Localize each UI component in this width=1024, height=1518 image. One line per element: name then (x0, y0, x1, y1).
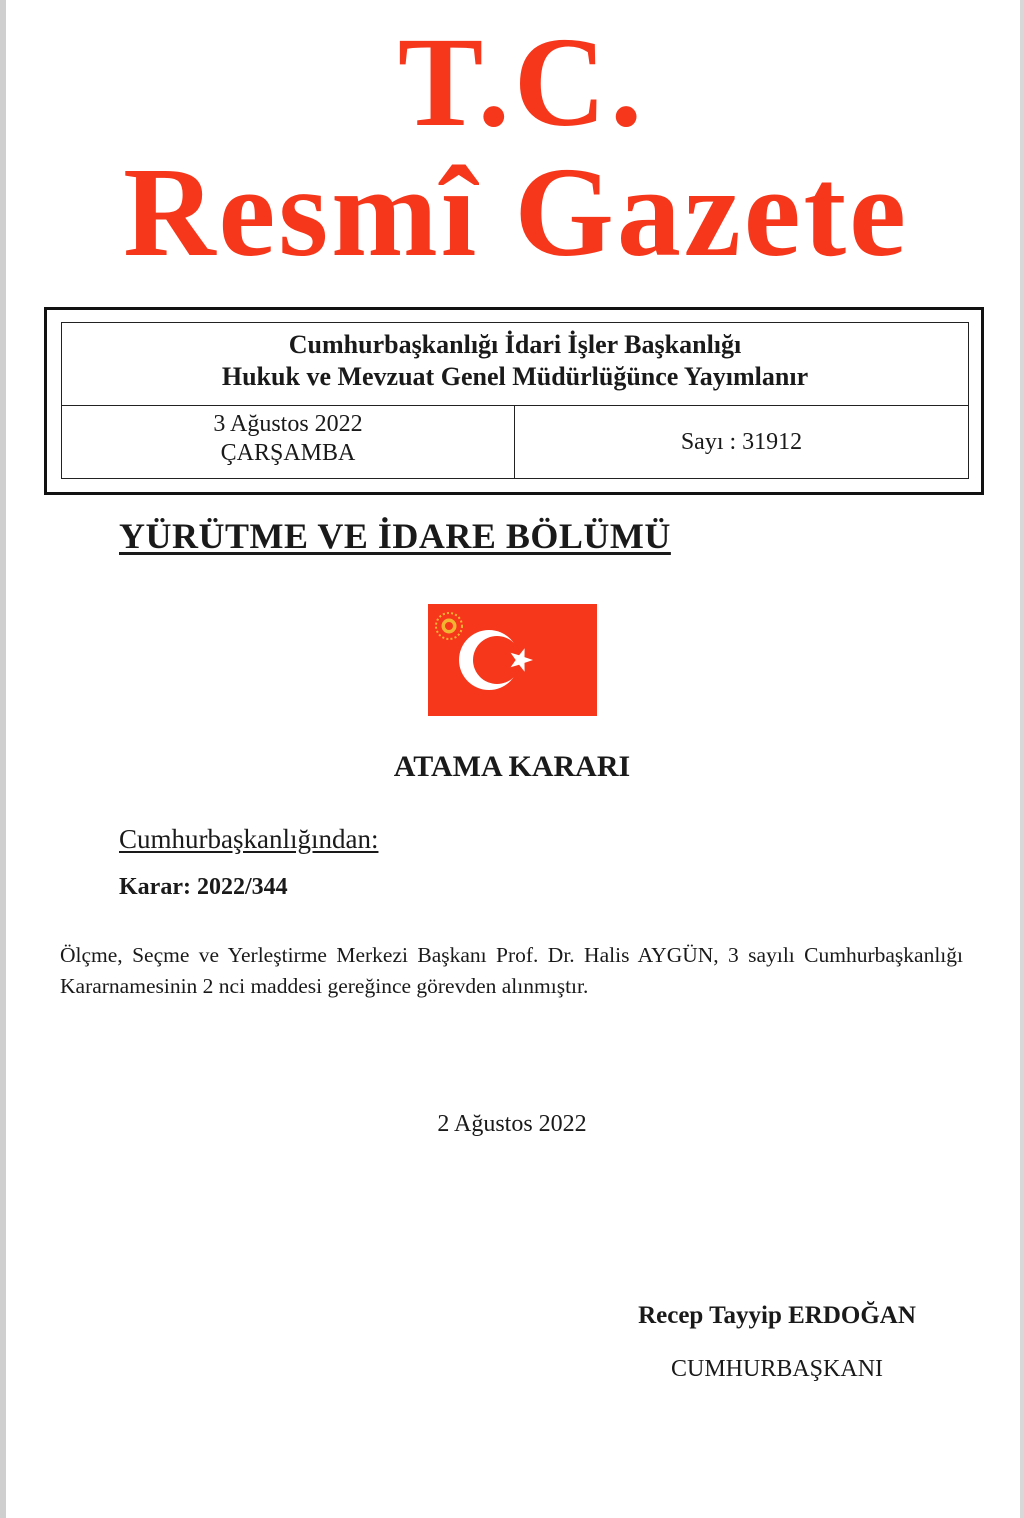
signer-title: CUMHURBAŞKANI (670, 1356, 884, 1382)
publication-header-inner (61, 322, 969, 479)
publisher-line-2: Hukuk ve Mevzuat Genel Müdürlüğünce Yayımlanır (221, 362, 809, 391)
decision-body: Ölçme, Seçme ve Yerleştirme Merkezi Başkanı Prof. Dr. Halis AYGÜN, 3 sayılı Cumhurbaşkanlığı Kararnamesinin 2 nci maddesi gereğince görevden alınmıştır. (60, 943, 963, 998)
issue-weekday: ÇARŞAMBA (220, 440, 356, 466)
decision-number: Karar: 2022/344 (119, 874, 288, 900)
signer-name: Recep Tayyip ERDOĞAN (638, 1302, 916, 1329)
decision-date: 2 Ağustos 2022 (437, 1111, 587, 1137)
publisher-block (62, 323, 968, 406)
turkish-flag-icon (428, 604, 597, 716)
publisher-line-1: Cumhurbaşkanlığı İdari İşler Başkanlığı (288, 330, 742, 359)
issue-date: 3 Ağustos 2022 (213, 411, 363, 437)
masthead-tc: T.C. (397, 11, 647, 153)
issue-date-cell (62, 406, 515, 478)
section-title: YÜRÜTME VE İDARE BÖLÜMÜ (119, 516, 671, 556)
publication-header-box (44, 307, 984, 495)
decision-issuer: Cumhurbaşkanlığından: (119, 824, 379, 854)
masthead-title: Resmî Gazete (123, 141, 909, 283)
decision-title: ATAMA KARARI (393, 750, 631, 783)
issue-number: Sayı : 31912 (680, 429, 803, 455)
